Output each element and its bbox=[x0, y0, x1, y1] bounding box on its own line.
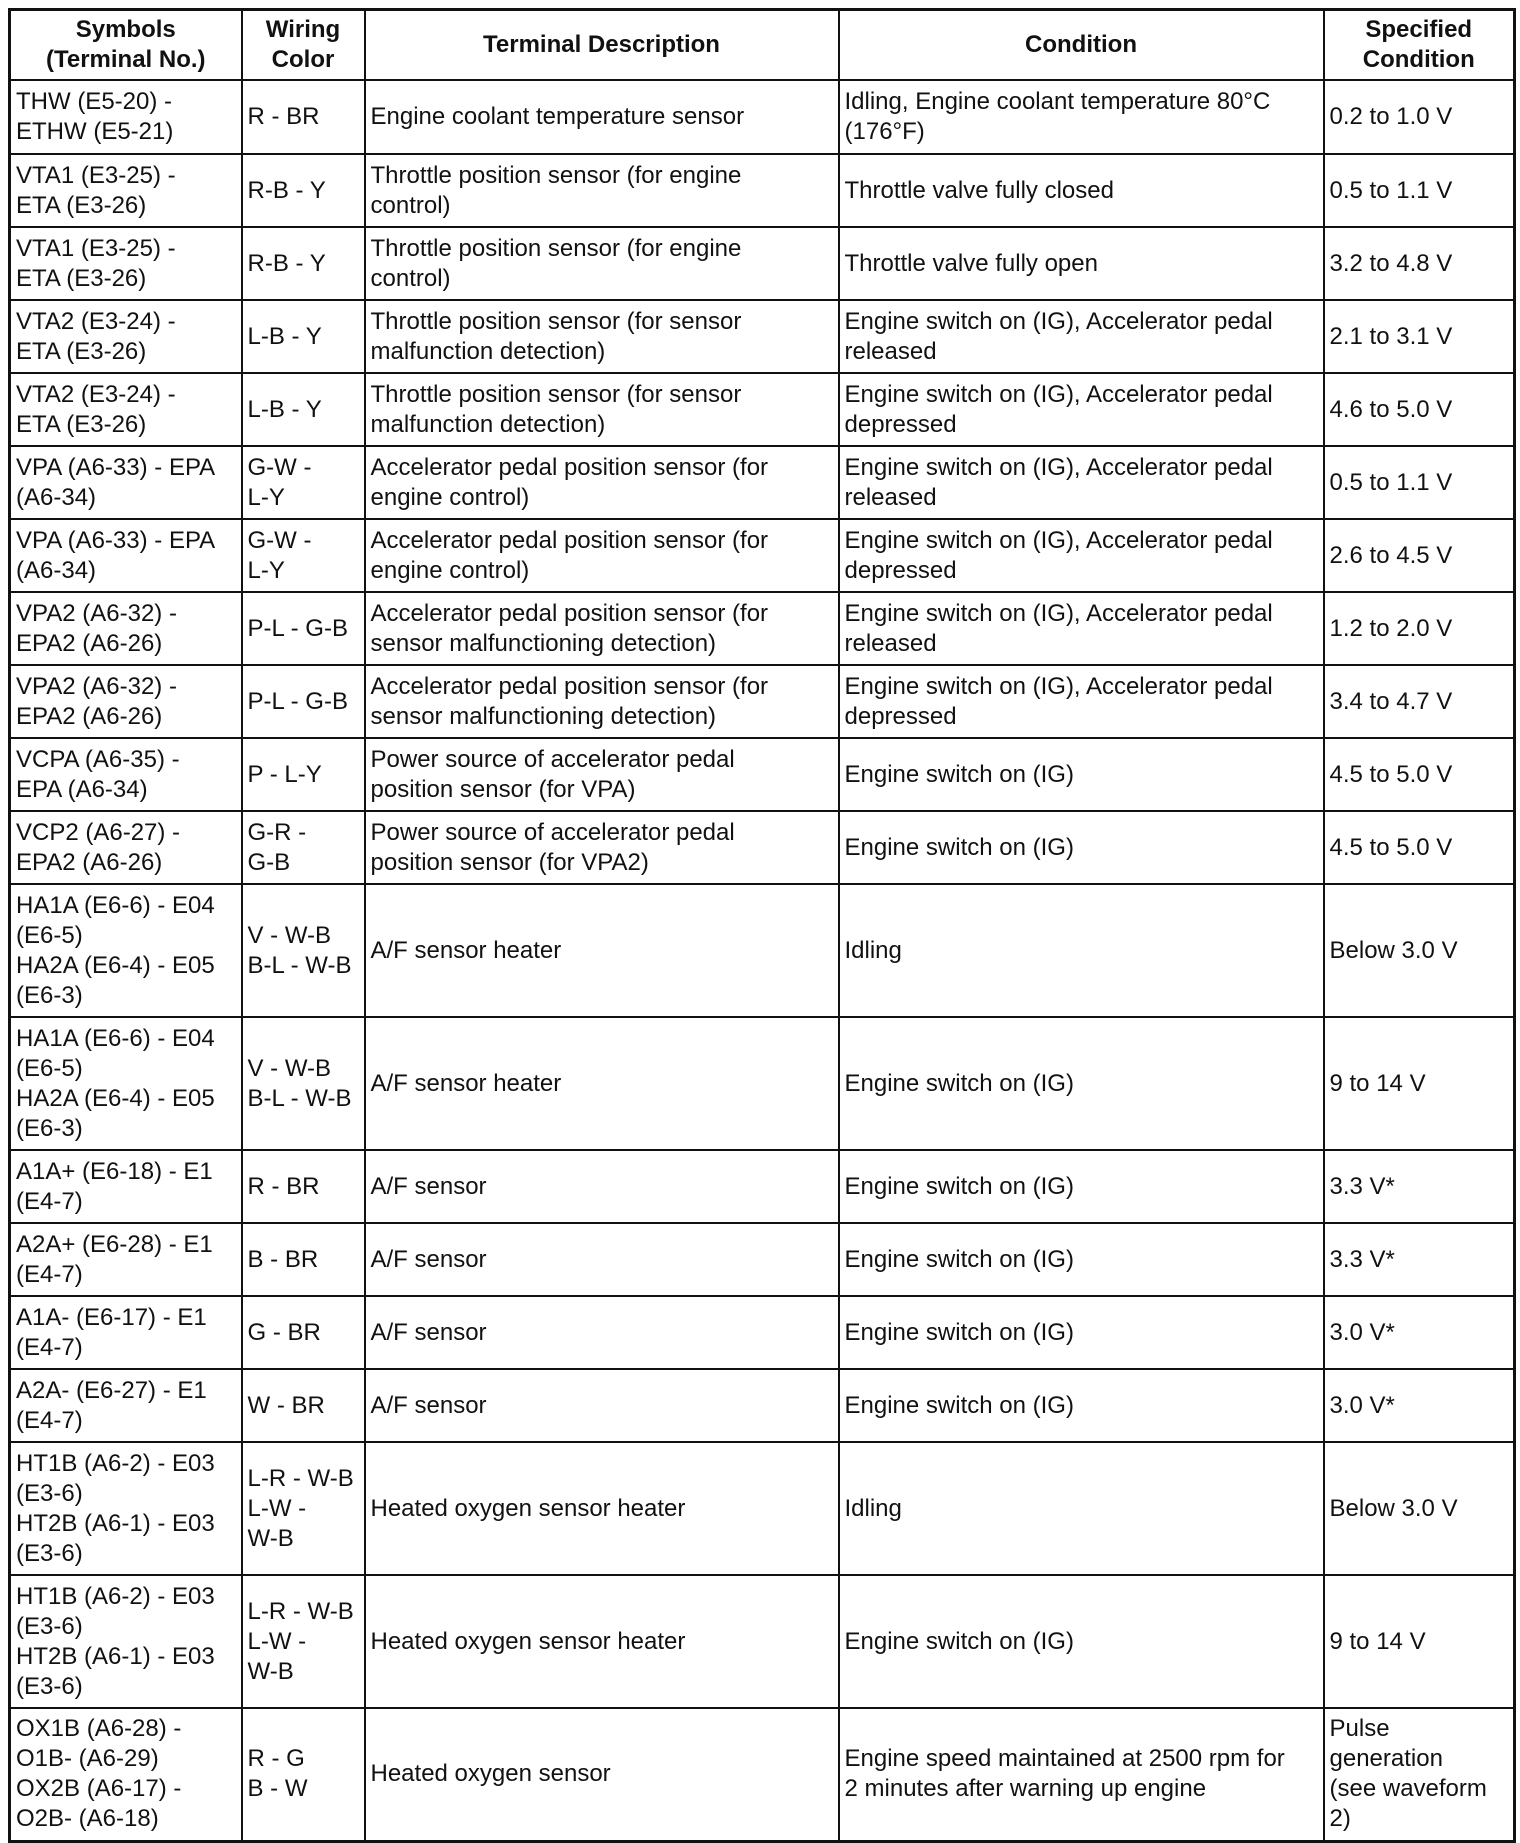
condition-text: Engine switch on (IG) bbox=[844, 1391, 1074, 1419]
specified-text: 3.0 V* bbox=[1329, 1391, 1395, 1419]
symbols-text: VPA2 (A6-32) - EPA2 (A6-26) bbox=[16, 599, 177, 657]
specified-text: 4.5 to 5.0 V bbox=[1329, 760, 1453, 788]
condition-text: Engine speed maintained at 2500 rpm for 2 minutes after warning up engine bbox=[844, 1745, 1285, 1803]
symbols-text: A2A+ (E6-28) - E1 (E4-7) bbox=[16, 1230, 213, 1288]
terminal-spec-table bbox=[8, 8, 1516, 1843]
condition-cell bbox=[839, 738, 1324, 811]
wiring-cell bbox=[242, 519, 365, 592]
description-cell bbox=[365, 884, 839, 1017]
condition-text: Engine switch on (IG) bbox=[844, 760, 1074, 788]
table-row bbox=[10, 227, 1515, 300]
description-text: Heated oxygen sensor bbox=[370, 1760, 611, 1788]
condition-text: Engine switch on (IG), Accelerator pedal depressed bbox=[844, 672, 1273, 730]
specified-text: 1.2 to 2.0 V bbox=[1329, 614, 1453, 642]
symbols-text: VCP2 (A6-27) - EPA2 (A6-26) bbox=[16, 818, 181, 876]
table-row bbox=[10, 1150, 1515, 1223]
symbols-cell bbox=[10, 592, 242, 665]
description-text: Accelerator pedal position sensor (for engine control) bbox=[370, 526, 769, 584]
wiring-text: G-W - L-Y bbox=[247, 526, 312, 584]
symbols-cell bbox=[10, 1223, 242, 1296]
specified-cell bbox=[1324, 811, 1515, 884]
symbols-cell bbox=[10, 1017, 242, 1150]
wiring-cell bbox=[242, 665, 365, 738]
description-cell bbox=[365, 1369, 839, 1442]
symbols-cell bbox=[10, 227, 242, 300]
symbols-text: VPA (A6-33) - EPA (A6-34) bbox=[16, 526, 216, 584]
wiring-cell bbox=[242, 1369, 365, 1442]
description-text: A/F sensor bbox=[370, 1318, 487, 1346]
table-row bbox=[10, 154, 1515, 227]
condition-text: Engine switch on (IG), Accelerator pedal released bbox=[844, 599, 1273, 657]
condition-text: Engine switch on (IG), Accelerator pedal depressed bbox=[844, 380, 1273, 438]
condition-text: Idling bbox=[844, 936, 902, 964]
condition-text: Engine switch on (IG) bbox=[844, 1069, 1074, 1097]
specified-text: 3.0 V* bbox=[1329, 1318, 1395, 1346]
wiring-text: P-L - G-B bbox=[247, 687, 348, 715]
specified-cell bbox=[1324, 1369, 1515, 1442]
wiring-cell bbox=[242, 446, 365, 519]
condition-text: Throttle valve fully closed bbox=[844, 176, 1114, 204]
symbols-cell bbox=[10, 300, 242, 373]
symbols-text: VTA1 (E3-25) - ETA (E3-26) bbox=[16, 234, 176, 292]
condition-cell bbox=[839, 227, 1324, 300]
wiring-text: V - W-B B-L - W-B bbox=[247, 921, 352, 979]
table-row bbox=[10, 1708, 1515, 1841]
condition-text: Idling bbox=[844, 1494, 902, 1522]
symbols-cell bbox=[10, 1442, 242, 1575]
condition-text: Engine switch on (IG), Accelerator pedal released bbox=[844, 307, 1273, 365]
symbols-text: VCPA (A6-35) - EPA (A6-34) bbox=[16, 745, 180, 803]
description-cell bbox=[365, 300, 839, 373]
table-row bbox=[10, 300, 1515, 373]
specified-cell bbox=[1324, 80, 1515, 154]
wiring-cell bbox=[242, 1708, 365, 1841]
description-cell bbox=[365, 227, 839, 300]
wiring-cell bbox=[242, 1017, 365, 1150]
terminal-spec-sheet bbox=[8, 8, 1513, 1843]
symbols-cell bbox=[10, 884, 242, 1017]
table-body bbox=[10, 80, 1515, 1841]
condition-cell bbox=[839, 1150, 1324, 1223]
description-text: Accelerator pedal position sensor (for engine control) bbox=[370, 453, 769, 511]
symbols-cell bbox=[10, 446, 242, 519]
condition-text: Engine switch on (IG) bbox=[844, 1318, 1074, 1346]
wiring-cell bbox=[242, 300, 365, 373]
symbols-cell bbox=[10, 738, 242, 811]
specified-text: Below 3.0 V bbox=[1329, 1494, 1458, 1522]
condition-cell bbox=[839, 1369, 1324, 1442]
specified-text: 4.6 to 5.0 V bbox=[1329, 395, 1453, 423]
symbols-cell bbox=[10, 1296, 242, 1369]
description-cell bbox=[365, 373, 839, 446]
specified-text: 2.6 to 4.5 V bbox=[1329, 541, 1453, 569]
description-text: A/F sensor heater bbox=[370, 1069, 562, 1097]
symbols-text: VTA2 (E3-24) - ETA (E3-26) bbox=[16, 380, 176, 438]
table-row bbox=[10, 1223, 1515, 1296]
specified-cell bbox=[1324, 373, 1515, 446]
description-text: A/F sensor bbox=[370, 1391, 487, 1419]
specified-text: 0.5 to 1.1 V bbox=[1329, 176, 1453, 204]
symbols-cell bbox=[10, 1150, 242, 1223]
specified-cell bbox=[1324, 1150, 1515, 1223]
condition-cell bbox=[839, 80, 1324, 154]
header-symbols: Symbols (Terminal No.) bbox=[10, 10, 242, 81]
symbols-text: HT1B (A6-2) - E03 (E3-6) HT2B (A6-1) - E03 (E3-6) bbox=[16, 1449, 215, 1567]
description-cell bbox=[365, 1442, 839, 1575]
table-row bbox=[10, 446, 1515, 519]
wiring-text: B - BR bbox=[247, 1245, 319, 1273]
wiring-cell bbox=[242, 738, 365, 811]
wiring-text: R - BR bbox=[247, 103, 320, 130]
header-terminal-description: Terminal Description bbox=[365, 10, 839, 81]
wiring-cell bbox=[242, 1150, 365, 1223]
symbols-text: VTA1 (E3-25) - ETA (E3-26) bbox=[16, 161, 176, 219]
specified-cell bbox=[1324, 1708, 1515, 1841]
wiring-cell bbox=[242, 154, 365, 227]
description-text: A/F sensor heater bbox=[370, 936, 562, 964]
table-row bbox=[10, 738, 1515, 811]
description-text: Throttle position sensor (for sensor malfunction detection) bbox=[370, 307, 742, 365]
description-cell bbox=[365, 1017, 839, 1150]
condition-cell bbox=[839, 1708, 1324, 1841]
description-cell bbox=[365, 665, 839, 738]
specified-text: 3.3 V* bbox=[1329, 1172, 1395, 1200]
table-row bbox=[10, 1442, 1515, 1575]
symbols-cell bbox=[10, 519, 242, 592]
wiring-text: L-B - Y bbox=[247, 322, 322, 350]
description-text: Heated oxygen sensor heater bbox=[370, 1627, 686, 1655]
specified-text: 3.4 to 4.7 V bbox=[1329, 687, 1453, 715]
wiring-cell bbox=[242, 884, 365, 1017]
symbols-text: A1A- (E6-17) - E1 (E4-7) bbox=[16, 1303, 207, 1361]
specified-cell bbox=[1324, 227, 1515, 300]
condition-text: Engine switch on (IG) bbox=[844, 1245, 1074, 1273]
description-text: Power source of accelerator pedal position sensor (for VPA2) bbox=[370, 818, 735, 876]
specified-cell bbox=[1324, 1296, 1515, 1369]
specified-text: 3.3 V* bbox=[1329, 1245, 1395, 1273]
description-text: Heated oxygen sensor heater bbox=[370, 1494, 686, 1522]
symbols-cell bbox=[10, 80, 242, 154]
wiring-text: G-W - L-Y bbox=[247, 453, 312, 511]
specified-text: Below 3.0 V bbox=[1329, 936, 1458, 964]
description-cell bbox=[365, 592, 839, 665]
condition-cell bbox=[839, 1442, 1324, 1575]
symbols-text: HA1A (E6-6) - E04 (E6-5) HA2A (E6-4) - E05 (E6-3) bbox=[16, 891, 215, 1009]
specified-cell bbox=[1324, 884, 1515, 1017]
description-text: Accelerator pedal position sensor (for sensor malfunctioning detection) bbox=[370, 672, 769, 730]
wiring-text: L-R - W-B L-W - W-B bbox=[247, 1464, 354, 1552]
condition-text: Engine switch on (IG) bbox=[844, 1627, 1074, 1655]
description-text: A/F sensor bbox=[370, 1245, 487, 1273]
specified-cell bbox=[1324, 154, 1515, 227]
table-row bbox=[10, 884, 1515, 1017]
table-row bbox=[10, 665, 1515, 738]
symbols-text: VPA2 (A6-32) - EPA2 (A6-26) bbox=[16, 672, 177, 730]
symbols-text: A1A+ (E6-18) - E1 (E4-7) bbox=[16, 1157, 213, 1215]
description-cell bbox=[365, 1296, 839, 1369]
table-row bbox=[10, 80, 1515, 154]
symbols-cell bbox=[10, 1708, 242, 1841]
symbols-text: THW (E5-20) - ETHW (E5-21) bbox=[16, 88, 174, 145]
symbols-cell bbox=[10, 1369, 242, 1442]
description-cell bbox=[365, 80, 839, 154]
wiring-text: P-L - G-B bbox=[247, 614, 348, 642]
table-row bbox=[10, 1296, 1515, 1369]
wiring-text: R - BR bbox=[247, 1172, 320, 1200]
specified-cell bbox=[1324, 446, 1515, 519]
condition-cell bbox=[839, 1017, 1324, 1150]
table-row bbox=[10, 519, 1515, 592]
specified-text: 9 to 14 V bbox=[1329, 1069, 1426, 1097]
wiring-text: P - L-Y bbox=[247, 760, 322, 788]
description-cell bbox=[365, 519, 839, 592]
description-cell bbox=[365, 1150, 839, 1223]
specified-text: 9 to 14 V bbox=[1329, 1627, 1426, 1655]
description-cell bbox=[365, 1223, 839, 1296]
header-condition: Condition bbox=[839, 10, 1324, 81]
wiring-cell bbox=[242, 373, 365, 446]
table-row bbox=[10, 592, 1515, 665]
wiring-text: W - BR bbox=[247, 1391, 325, 1419]
table-row bbox=[10, 1575, 1515, 1708]
header-specified-condition: Specified Condition bbox=[1324, 10, 1515, 81]
condition-text: Engine switch on (IG) bbox=[844, 833, 1074, 861]
description-cell bbox=[365, 1708, 839, 1841]
specified-text: 0.5 to 1.1 V bbox=[1329, 468, 1453, 496]
condition-cell bbox=[839, 592, 1324, 665]
condition-cell bbox=[839, 154, 1324, 227]
wiring-cell bbox=[242, 80, 365, 154]
condition-text: Engine switch on (IG), Accelerator pedal depressed bbox=[844, 526, 1273, 584]
condition-cell bbox=[839, 1223, 1324, 1296]
wiring-cell bbox=[242, 1223, 365, 1296]
specified-cell bbox=[1324, 1017, 1515, 1150]
specified-cell bbox=[1324, 592, 1515, 665]
symbols-cell bbox=[10, 811, 242, 884]
specified-cell bbox=[1324, 665, 1515, 738]
description-cell bbox=[365, 446, 839, 519]
symbols-text: HT1B (A6-2) - E03 (E3-6) HT2B (A6-1) - E03 (E3-6) bbox=[16, 1582, 215, 1700]
condition-text: Throttle valve fully open bbox=[844, 249, 1098, 277]
condition-cell bbox=[839, 884, 1324, 1017]
table-row bbox=[10, 1369, 1515, 1442]
table-row bbox=[10, 373, 1515, 446]
specified-cell bbox=[1324, 1223, 1515, 1296]
description-text: Engine coolant temperature sensor bbox=[370, 103, 745, 130]
wiring-cell bbox=[242, 811, 365, 884]
specified-cell bbox=[1324, 1575, 1515, 1708]
wiring-cell bbox=[242, 1575, 365, 1708]
specified-text: 4.5 to 5.0 V bbox=[1329, 833, 1453, 861]
wiring-cell bbox=[242, 227, 365, 300]
description-cell bbox=[365, 811, 839, 884]
description-cell bbox=[365, 154, 839, 227]
wiring-text: L-R - W-B L-W - W-B bbox=[247, 1597, 354, 1685]
condition-cell bbox=[839, 665, 1324, 738]
wiring-text: L-B - Y bbox=[247, 395, 322, 423]
wiring-cell bbox=[242, 592, 365, 665]
header-wiring-color: Wiring Color bbox=[242, 10, 365, 81]
table-header bbox=[10, 10, 1515, 81]
description-cell bbox=[365, 1575, 839, 1708]
description-text: Power source of accelerator pedal position sensor (for VPA) bbox=[370, 745, 735, 803]
condition-cell bbox=[839, 811, 1324, 884]
wiring-text: G-R - G-B bbox=[247, 818, 307, 876]
specified-cell bbox=[1324, 738, 1515, 811]
symbols-cell bbox=[10, 373, 242, 446]
wiring-text: G - BR bbox=[247, 1318, 321, 1346]
condition-text: Idling, Engine coolant temperature 80°C (176°F) bbox=[844, 88, 1271, 145]
condition-cell bbox=[839, 1575, 1324, 1708]
description-text: Accelerator pedal position sensor (for sensor malfunctioning detection) bbox=[370, 599, 769, 657]
condition-cell bbox=[839, 519, 1324, 592]
wiring-text: R-B - Y bbox=[247, 249, 326, 277]
specified-text: Pulse generation (see waveform 2) bbox=[1329, 1715, 1487, 1833]
symbols-text: VTA2 (E3-24) - ETA (E3-26) bbox=[16, 307, 176, 365]
symbols-text: A2A- (E6-27) - E1 (E4-7) bbox=[16, 1376, 207, 1434]
symbols-cell bbox=[10, 1575, 242, 1708]
specified-cell bbox=[1324, 300, 1515, 373]
description-text: Throttle position sensor (for sensor malfunction detection) bbox=[370, 380, 742, 438]
description-text: Throttle position sensor (for engine control) bbox=[370, 161, 742, 219]
condition-cell bbox=[839, 300, 1324, 373]
specified-cell bbox=[1324, 519, 1515, 592]
symbols-cell bbox=[10, 154, 242, 227]
wiring-text: R-B - Y bbox=[247, 176, 326, 204]
symbols-text: VPA (A6-33) - EPA (A6-34) bbox=[16, 453, 216, 511]
table-row bbox=[10, 811, 1515, 884]
specified-text: 0.2 to 1.0 V bbox=[1329, 103, 1453, 130]
description-cell bbox=[365, 738, 839, 811]
description-text: A/F sensor bbox=[370, 1172, 487, 1200]
condition-cell bbox=[839, 1296, 1324, 1369]
description-text: Throttle position sensor (for engine control) bbox=[370, 234, 742, 292]
table-row bbox=[10, 1017, 1515, 1150]
specified-text: 3.2 to 4.8 V bbox=[1329, 249, 1453, 277]
specified-cell bbox=[1324, 1442, 1515, 1575]
condition-cell bbox=[839, 373, 1324, 446]
wiring-text: V - W-B B-L - W-B bbox=[247, 1054, 352, 1112]
condition-text: Engine switch on (IG) bbox=[844, 1172, 1074, 1200]
condition-text: Engine switch on (IG), Accelerator pedal released bbox=[844, 453, 1273, 511]
specified-text: 2.1 to 3.1 V bbox=[1329, 322, 1453, 350]
wiring-cell bbox=[242, 1296, 365, 1369]
symbols-cell bbox=[10, 665, 242, 738]
wiring-cell bbox=[242, 1442, 365, 1575]
symbols-text: HA1A (E6-6) - E04 (E6-5) HA2A (E6-4) - E05 (E6-3) bbox=[16, 1024, 215, 1142]
condition-cell bbox=[839, 446, 1324, 519]
header-row bbox=[10, 10, 1515, 81]
wiring-text: R - G B - W bbox=[247, 1745, 308, 1803]
symbols-text: OX1B (A6-28) - O1B- (A6-29) OX2B (A6-17) - O2B- (A6-18) bbox=[16, 1715, 182, 1833]
